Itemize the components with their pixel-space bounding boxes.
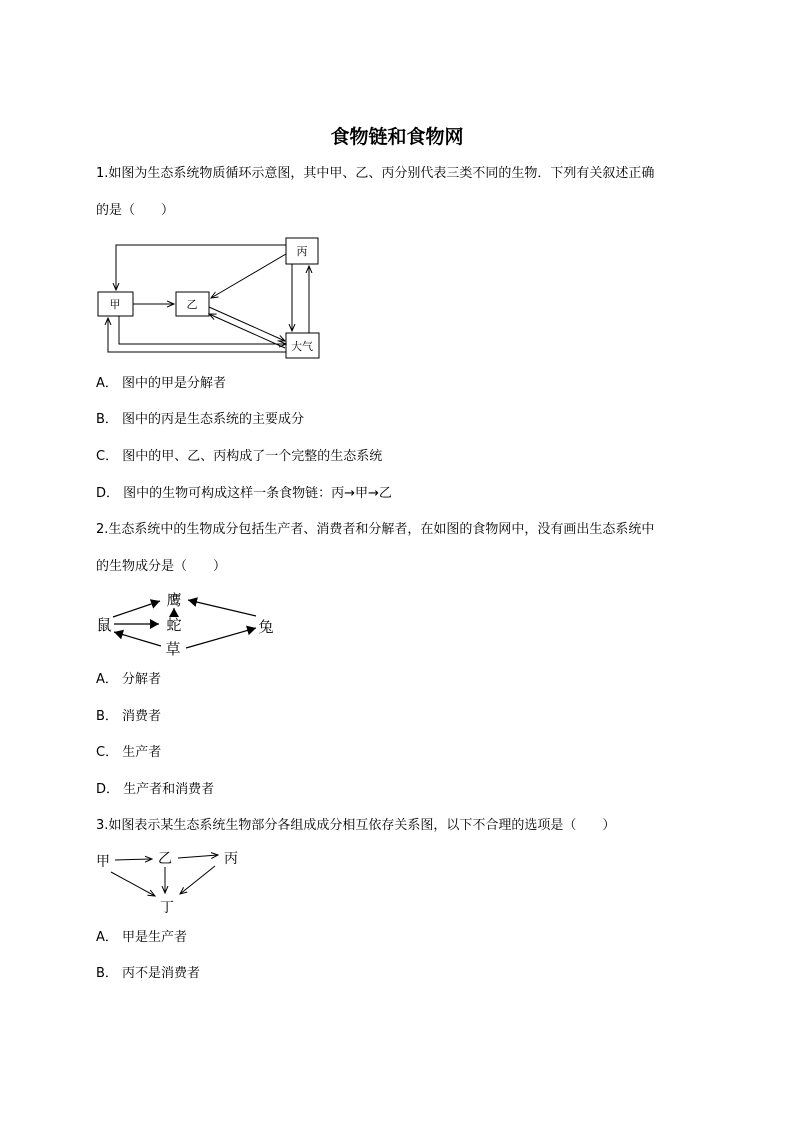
q1-option-d: D． 图中的生物可构成这样一条食物链：丙→甲→乙 (96, 486, 392, 501)
q2-label-rabbit: 兔 (258, 618, 274, 636)
q1-label-yi: 乙 (186, 298, 198, 311)
q2-stem-line2: 的生物成分是（ ） (96, 559, 227, 574)
q3-arrow-jia-to-ding (111, 872, 155, 896)
q2-arrow-rabbit-to-eagle (188, 600, 256, 616)
q3-arrow-yi-to-bing (178, 855, 218, 858)
q1-option-b: B． 图中的丙是生态系统的主要成分 (96, 412, 305, 427)
q1-arrow-daqi-to-jia (108, 318, 286, 352)
q1-arrow-yi-to-daqi (209, 307, 285, 341)
q3-arrow-jia-to-yi (115, 859, 152, 860)
q2-label-eagle: 鹰 (166, 591, 182, 609)
q3-label-yi: 乙 (158, 851, 172, 867)
q2-stem-line1: 2.生态系统中的生物成分包括生产者、消费者和分解者，在如图的食物网中，没有画出生态系统中 (96, 522, 655, 537)
q2-label-grass: 草 (165, 640, 181, 658)
q2-label-snake: 蛇 (166, 616, 182, 634)
q1-label-daqi: 大气 (291, 340, 313, 353)
q1-option-a: A． 图中的甲是分解者 (96, 376, 227, 391)
q3-label-ding: 丁 (160, 900, 174, 916)
q3-option-b: B． 丙不是消费者 (96, 966, 201, 981)
q2-option-b: B． 消费者 (96, 709, 162, 724)
q1-option-c: C． 图中的甲、乙、丙构成了一个完整的生态系统 (96, 449, 383, 464)
q2-label-mouse: 鼠 (96, 616, 112, 634)
q1-arrow-daqi-to-yi (209, 314, 285, 348)
q2-option-c: C． 生产者 (96, 745, 162, 760)
q1-stem-line2: 的是（ ） (96, 203, 175, 218)
q3-label-jia: 甲 (96, 854, 110, 870)
q3-label-bing: 丙 (224, 851, 238, 867)
q2-arrow-mouse-to-eagle (113, 601, 160, 617)
q3-arrow-bing-to-ding (180, 866, 215, 894)
q1-stem-line1: 1.如图为生态系统物质循环示意图，其中甲、乙、丙分别代表三类不同的生物．下列有关叙述正确 (96, 166, 655, 181)
q1-label-jia: 甲 (109, 298, 121, 311)
q1-label-bing: 丙 (296, 245, 308, 258)
q2-arrow-grass-to-rabbit (186, 628, 256, 648)
q2-option-d: D． 生产者和消费者 (96, 782, 215, 797)
q3-relation-diagram (96, 851, 238, 916)
q1-arrow-bing-to-jia (116, 245, 286, 290)
q1-arrow-bing-to-yi (211, 254, 286, 298)
q2-option-a: A． 分解者 (96, 672, 162, 687)
q3-option-a: A． 甲是生产者 (96, 930, 188, 945)
q2-food-web-diagram (96, 591, 273, 658)
page-title: 食物链和食物网 (330, 126, 464, 148)
q3-stem-line1: 3.如图表示某生态系统生物部分各组成成分相互依存关系图，以下不合理的选项是（ ） (96, 818, 616, 833)
q2-arrow-grass-to-mouse (114, 632, 161, 646)
